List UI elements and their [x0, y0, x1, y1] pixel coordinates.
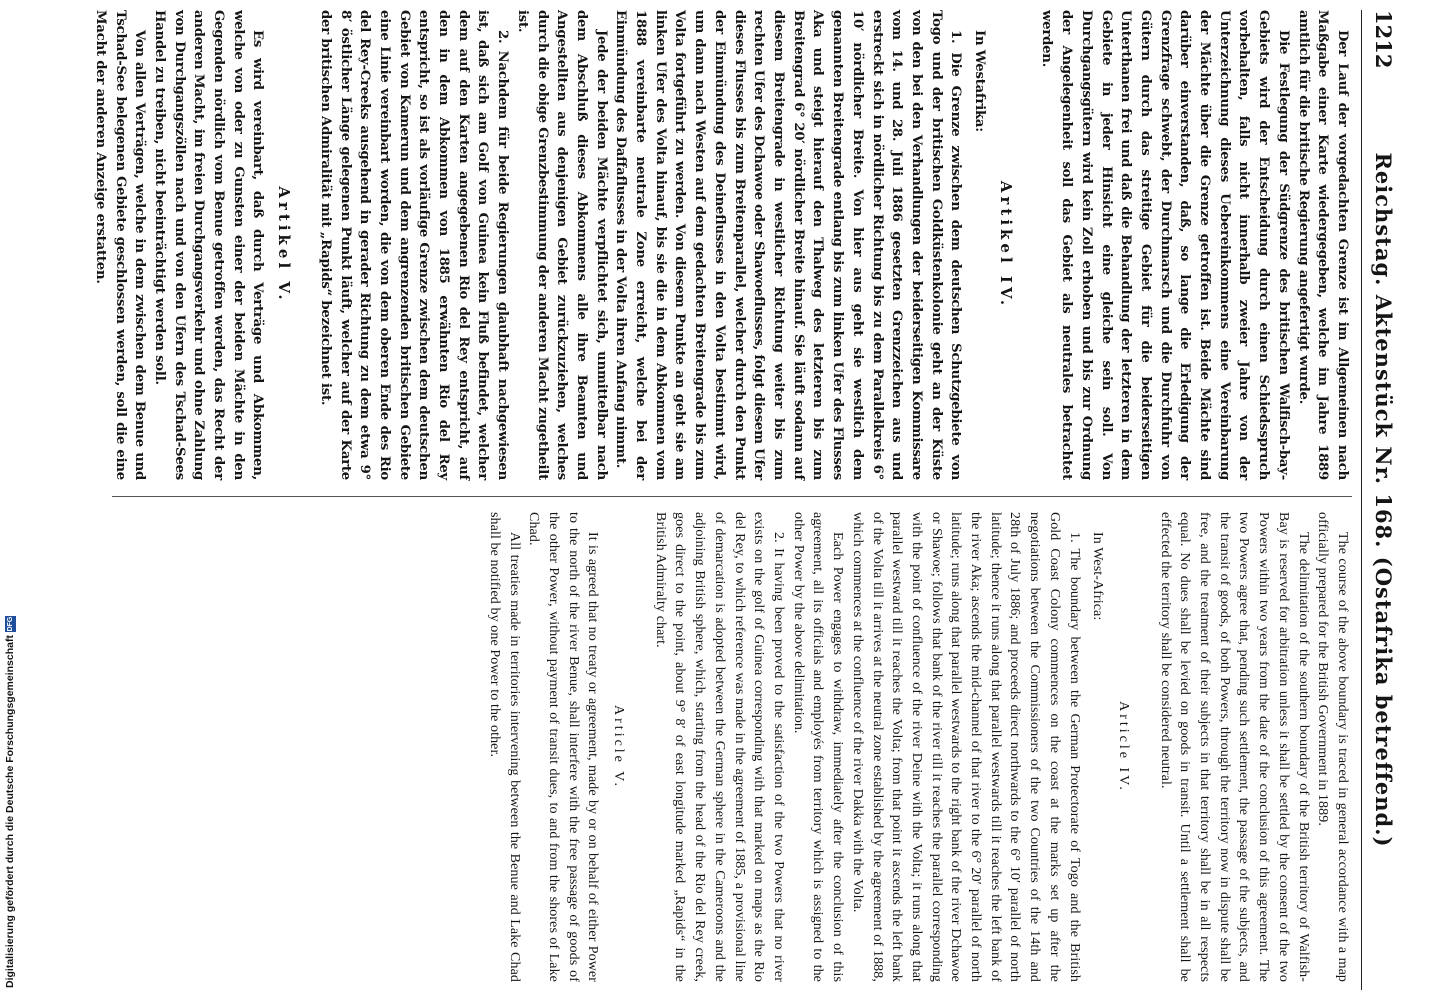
english-article-v-title: Article V. [611, 705, 627, 789]
dfg-logo: DFG [6, 616, 14, 632]
english-column [484, 512, 1352, 982]
column-divider [112, 496, 1352, 497]
english-article-iv-paragraph: Each Power engages to withdraw, immediately after the conclusion of this agreement, all its officials and employés from territory which is assigned to the other Power by the above delimitation. [790, 512, 846, 982]
english-region-heading: In West-Africa: [1090, 532, 1106, 621]
english-article-iv-title: Article IV. [1115, 701, 1131, 793]
german-article-iv-title: Artikel IV. [996, 180, 1015, 310]
english-article-v-paragraph: It is agreed that no treaty or agreement, made by or on behalf of either Power to the north of the river Benue, shall interfere with the free passage of goods of the other Power, without payment of transit dues, to and from the shores of Lake Chad. [526, 512, 601, 982]
digitization-credit [4, 616, 16, 988]
running-head: Reichstag. Aktenstück Nr. 168. (Ostafrika betreffend.) [1371, 152, 1396, 848]
credit-text: Digitalisierung gefördert durch die Deutsche Forschungsgemeinschaft [4, 635, 16, 988]
german-article-v-paragraph: Es wird vereinbart, daß durch Verträge und Abkommen, welche von oder zu Gunsten einer der beiden Mächte in den Gegenden nördlich vom Benue getroffen werden, das Recht der anderen Macht, im freien Durchgangsverkehr und ohne Zahlung von Durchgangszöllen nach und von den Ufern des Tschad-Sees Handel zu treiben, nicht beeinträchtigt werden soll. [151, 10, 266, 480]
german-article-iv-paragraph: 1. Die Grenze zwischen dem deutschen Schutzgebiete von Togo und der britischen Goldküstenkolonie geht an der Küste von den bei den Verhandlungen der beiderseitigen Kommissare vom 14. und 28. Juli 1886 gesetzten Grenzzeichen aus und erstreckt sich in nördlicher Richtung bis zu dem Parallelkreis 6° 10′ nördlicher Breite. Von hier aus geht sie westlich dem genannten Breitengrade entlang bis zum linken Ufer des Flusses Aka und steigt hierauf den Thalweg des letzteren bis zum Breitengrad 6° 20′ nördlicher Breite hinauf. Sie läuft sodann auf diesem Breitengrade in westlicher Richtung weiter bis zum rechten Ufer des Dchawoe oder Shawoeflusses, folgt diesem Ufer dieses Flusses bis zum Breitenparallel, welcher durch den Punkt der Einmündung des Deineflusses in den Volta bestimmt wird, um dann nach Westen auf dem gedachten Breitengrade bis zum Volta fortgeführt zu werden. Von diesem Punkte an geht sie am linken Ufer des Volta hinauf, bis sie die in dem Abkommen vom 1888 vereinbarte neutrale Zone erreicht, welche bei der Einmündung des Daffaflusses in der Volta ihren Anfang nimmt. [613, 10, 964, 480]
english-article-iv-paragraph: 2. It having been proved to the satisfaction of the two Powers that no river exists on the golf of Guinea corresponding with that marked on maps as the Rio del Rey, to which reference was made in the agreement of 1885, a provisional line of demarcation is adopted between the German sphere in the Cameroons and the adjoining British sphere, which, starting from the head of the Rio del Rey creek, goes direct to the point, about 9° 8′ of east longitude marked „Rapids“ in the British Admiralty chart. [652, 512, 787, 982]
english-intro-paragraph: The course of the above boundary is traced in general accordance with a map officially prepared for the British Government in 1889. [1315, 512, 1350, 982]
german-region-heading: In Westafrika: [972, 30, 988, 132]
document-page [50, 10, 1400, 990]
german-article-iv-paragraph: Jede der beiden Mächte verpflichtet sich, unmittelbar nach dem Abschluß dieses Abkommens alle ihre Beamten und Angestellten aus denjenigen Gebiet zurückzuziehen, welches durch die obige Grenzbestimmung der anderen Macht zugetheilt ist. [514, 10, 609, 480]
page-header [1360, 10, 1400, 990]
german-column [90, 10, 1352, 480]
german-article-v-paragraph: Von allen Verträgen, welche in dem zwischen dem Benue und Tschad-See belegenen Gebiete geschlossen werden, soll die eine Macht der anderen Anzeige erstatten. [92, 10, 148, 480]
german-article-iv-paragraph: 2. Nachdem für beide Regierungen glaubhaft nachgewiesen ist, daß sich am Golf von Guinea kein Fluß befindet, welcher dem auf den Karten angegebenen Rio del Rey entspricht, auf den in dem Abkommen von 1885 erwähnten Rio del Rey entspricht, so ist als vorläufige Grenze zwischen dem deutschen Gebiet von Kamerun und dem angrenzenden britischen Gebiete eine Linie vereinbart worden, die von dem oberen Ende des Rio del Rey-Creeks ausgehend in gerader Richtung zu dem etwa 9° 8′ östlicher Länge gelegenen Punkt läuft, welcher auf der Karte der britischen Admiralität mit „Rapids“ bezeichnet ist. [317, 10, 511, 480]
english-article-iv-paragraph: 1. The boundary between the German Protectorate of Togo and the British Gold Coast Colony commences on the coast at the marks set up after the negotiations between the Commissioners of the two Countries of the 14th and 28th of July 1886; and proceeds direct northwards to the 6° 10′ parallel of north latitude; thence it runs along that parallel westwards till it reaches the left bank of the river Aka; ascends the mid-channel of that river to the 6° 20′ parallel of north latitude; runs along that parallel westwards to the right bank of the river Dchawoe or Shawoe; follows that bank of the river till it reaches the parallel corresponding with the point of confluence of the river Deine with the Volta; it runs along that parallel westward till it reaches the Volta; from that point it ascends the left bank of the Volta till it arrives at the neutral zone established by the agreement of 1888, which commences at the confluence of the river Dakka with the Volta. [849, 512, 1082, 982]
english-intro-paragraph: The delimitation of the southern boundary of the British territory of Walfish-Bay is reserved for arbitration unless it shall be settled by the consent of the two Powers within two years from the date of the conclusion of this agreement. The two Powers agree that, pending such settlement, the passage of the subjects, and the transit of goods, of both Powers, through the territory now in dispute shall be free, and the treatment of their subjects in that territory shall be in all respects equal. No dues shall be levied on goods in transit. Until a settlement shall be effected the territory shall be considered neutral. [1157, 512, 1311, 982]
german-intro-paragraph: Der Lauf der vorgedachten Grenze ist im Allgemeinen nach Maßgabe einer Karte wiedergegeben, welche im Jahre 1889 amtlich für die britische Regierung angefertigt wurde. [1295, 10, 1350, 480]
german-article-v-title: Artikel V. [275, 186, 294, 304]
german-intro-paragraph: Die Festlegung der Südgrenze des britischen Walfisch-bay-Gebiets wird der Entscheidung durch einen Schiedsspruch vorbehalten, falls nicht innerhalb zweier Jahre von der Unterzeichnung dieses Uebereinkommens eine Vereinbarung der Mächte über die Grenze getroffen ist. Beide Mächte sind darüber einverstanden, daß, so lange die Erledigung der Grenzfrage schwebt, der Durchmarsch und die Durchfuhr von Gütern durch das streitige Gebiet für die beiderseitigen Unterthanen frei und daß die Behandlung der letzteren in dem Gebiete in jeder Hinsicht eine gleiche sein soll. Von Durchgangsgütern wird kein Zoll erhoben und bis zur Ordnung der Angelegenheit soll das Gebiet als neutrales betrachtet werden. [1039, 10, 1291, 480]
page-number: 1212 [1371, 10, 1396, 69]
header-rule [1361, 10, 1362, 990]
english-article-v-paragraph: All treaties made in territories intervening between the Benue and Lake Chad shall be notified by one Power to the other. [486, 512, 522, 982]
